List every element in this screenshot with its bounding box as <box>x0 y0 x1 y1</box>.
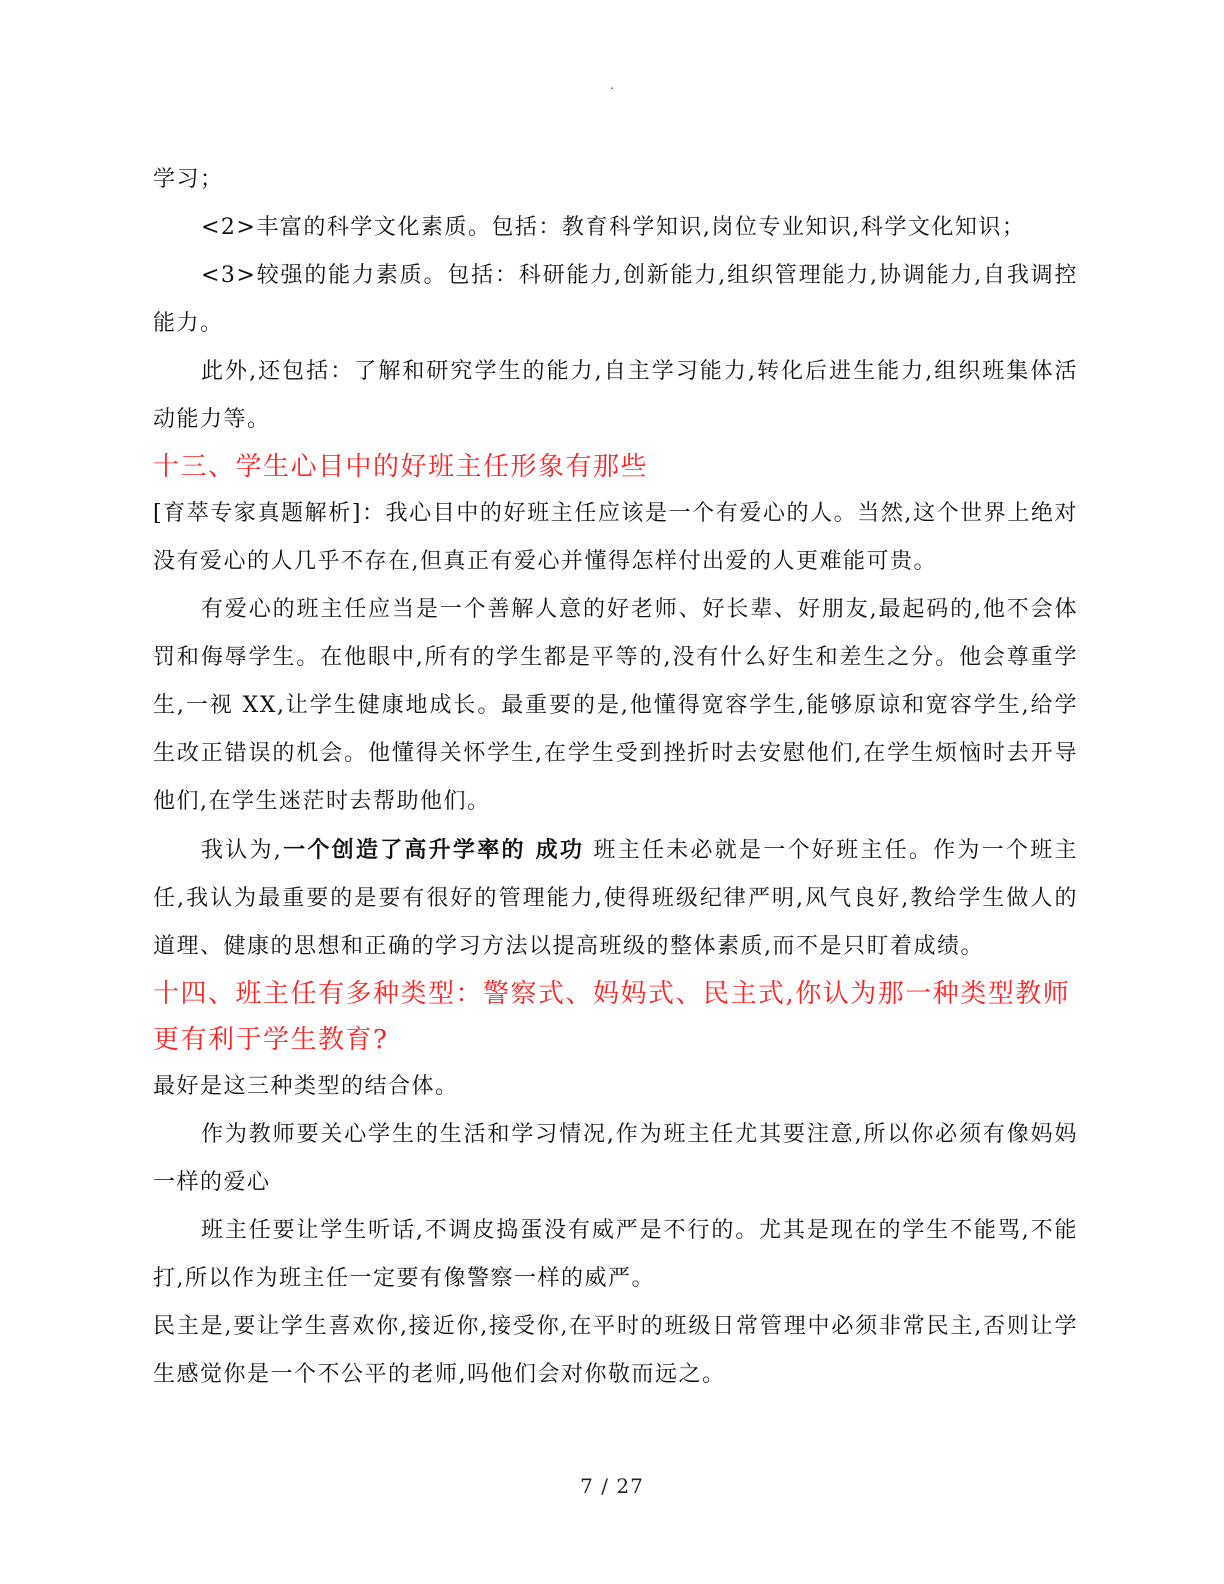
section-heading-14: 十四、班主任有多种类型：警察式、妈妈式、民主式,你认为那一种类型教师更有利于学生教育? <box>153 979 1071 1055</box>
paragraph-democratic-type: 民主是,要让学生喜欢你,接近你,接受你,在平时的班级日常管理中必须非常民主,否则让学生感觉你是一个不公平的老师,吗他们会对你敬而远之。 <box>153 1314 1078 1387</box>
paragraph-additional: 此外,还包括：了解和研究学生的能力,自主学习能力,转化后进生能力,组织班集体活动能力等。 <box>153 359 1078 432</box>
paragraph-expert-analysis: [育萃专家真题解析]：我心目中的好班主任应该是一个有爱心的人。当然,这个世界上绝对没有爱心的人几乎不存在,但真正有爱心并懂得怎样付出爱的人更难能可贵。 <box>153 501 1078 574</box>
section-heading-13: 十三、学生心目中的好班主任形象有那些 <box>153 452 649 482</box>
paragraph-item-3: <3>较强的能力素质。包括：科研能力,创新能力,组织管理能力,协调能力,自我调控能力。 <box>153 263 1078 336</box>
paragraph-item-2: <2>丰富的科学文化素质。包括：教育科学知识,岗位专业知识,科学文化知识； <box>201 215 1026 240</box>
paragraph-opinion <box>153 826 1078 971</box>
paragraph-answer: 最好是这三种类型的结合体。 <box>153 1074 459 1099</box>
opinion-rest: 班主任未必就是一个好班主任。作为一个班主任,我认为最重要的是要有很好的管理能力,使得班级纪律严明,风气良好,教给学生做人的道理、健康的思想和正确的学习方法以提高班级的整体素质,而不是只盯着成绩。 <box>153 838 1078 959</box>
header-mark: . <box>610 78 614 92</box>
paragraph-police-type: 班主任要让学生听话,不调皮捣蛋没有威严是不行的。尤其是现在的学生不能骂,不能打,所以作为班主任一定要有像警察一样的威严。 <box>153 1218 1078 1291</box>
paragraph-caring-teacher: 有爱心的班主任应当是一个善解人意的好老师、好长辈、好朋友,最起码的,他不会体罚和侮辱学生。在他眼中,所有的学生都是平等的,没有什么好生和差生之分。他会尊重学生,一视 XX,让学生健康地成长。最重要的是,他懂得宽容学生,能够原谅和宽容学生,给学生改正错误的机会。他懂得关怀学生,在学生受到挫折时去安慰他们,在学生烦恼时去开导他们,在学生迷茫时去帮助他们。 <box>153 597 1078 814</box>
opinion-lead: 我认为, <box>201 838 283 863</box>
paragraph-continuation: 学习； <box>153 167 224 192</box>
paragraph-mother-type: 作为教师要关心学生的生活和学习情况,作为班主任尤其要注意,所以你必须有像妈妈一样的爱心 <box>153 1122 1078 1195</box>
page-number: 7 / 27 <box>580 1474 644 1498</box>
page-body <box>153 156 1078 1399</box>
opinion-emphasis: 一个创造了高升学率的 成功 <box>282 837 585 863</box>
